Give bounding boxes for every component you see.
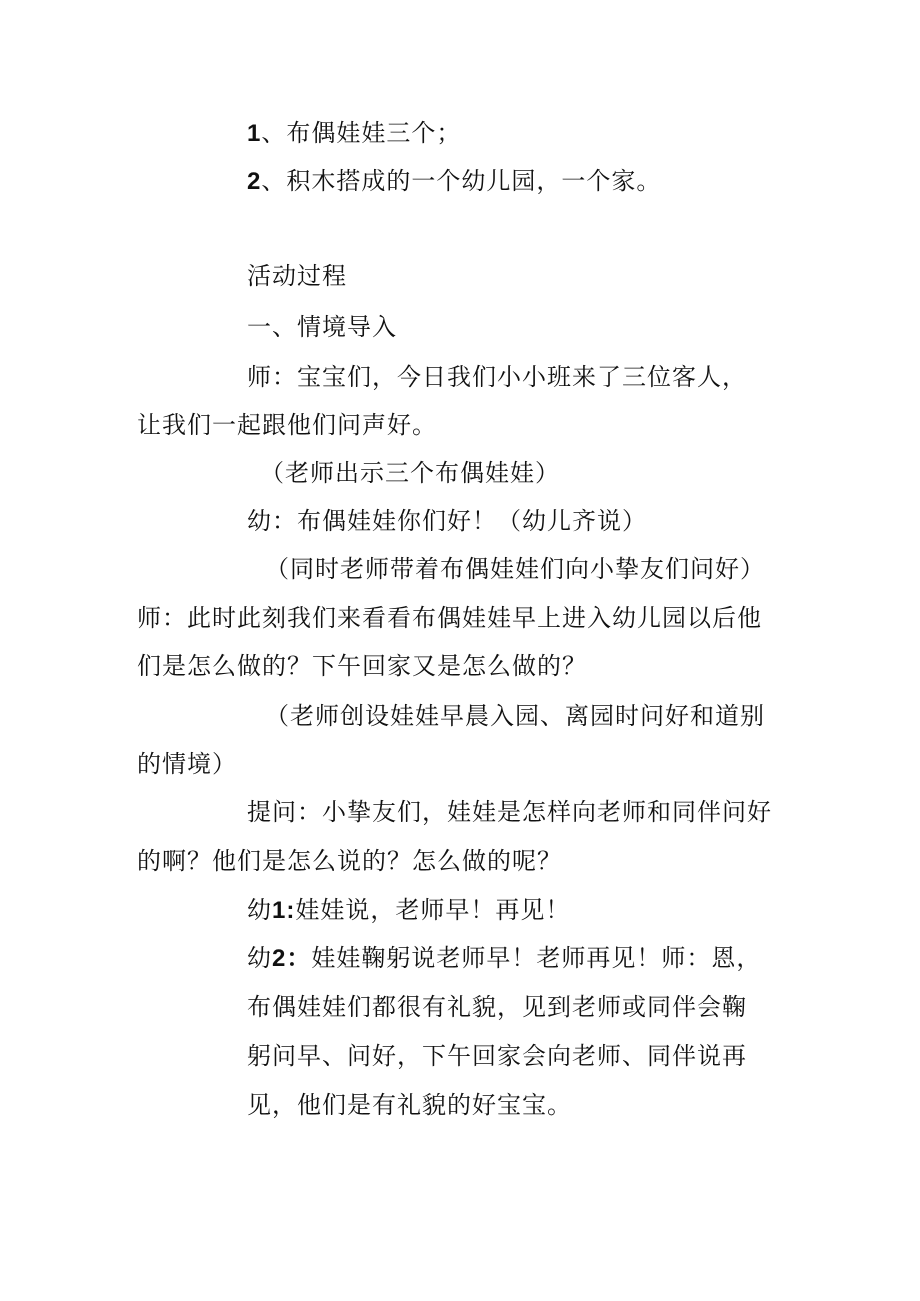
speaker-prefix: 幼: [247, 896, 272, 924]
paragraph-line: 的啊？他们是怎么说的？怎么做的呢？: [137, 847, 562, 875]
speaker-number: 1:: [272, 897, 296, 924]
speaker-text: 娃娃鞠躬说老师早！老师再见！师：恩，: [311, 944, 762, 972]
paragraph-line: 们是怎么做的？下午回家又是怎么做的？: [137, 652, 587, 680]
paragraph-line: 幼：布偶娃娃你们好！（幼儿齐说）: [247, 507, 647, 535]
paragraph-line: （老师创设娃娃早晨入园、离园时问好和道别: [265, 702, 765, 730]
speaker-prefix: 幼: [247, 944, 272, 972]
paragraph-line: 提问：小挚友们，娃娃是怎样向老师和同伴问好: [247, 798, 772, 826]
paragraph-line: 的情境）: [137, 750, 237, 778]
material-text: 、积木搭成的一个幼儿园，一个家。: [261, 167, 662, 195]
paragraph-line: 让我们一起跟他们问声好。: [137, 411, 437, 439]
material-text: 、布偶娃娃三个；: [261, 119, 462, 147]
paragraph-line: [247, 943, 761, 974]
paragraph-line: （老师出示三个布偶娃娃）: [260, 459, 560, 487]
paragraph-line: （同时老师带着布偶娃娃们向小挚友们问好）: [265, 555, 765, 583]
speaker-text: 娃娃说，老师早！再见！: [295, 896, 571, 924]
section-title: 活动过程: [247, 262, 347, 290]
material-item-2: [247, 166, 661, 197]
paragraph-line: 布偶娃娃们都很有礼貌，见到老师或同伴会鞠: [247, 993, 747, 1021]
paragraph-line: 师：此时此刻我们来看看布偶娃娃早上进入幼儿园以后他: [137, 604, 762, 632]
paragraph-line: 躬问早、问好，下午回家会向老师、同伴说再: [247, 1042, 747, 1070]
material-item-1: [247, 118, 461, 149]
paragraph-line: 见，他们是有礼貌的好宝宝。: [247, 1091, 572, 1119]
material-number: 1: [247, 120, 262, 147]
subsection-title: 一、情境导入: [247, 313, 397, 341]
paragraph-line: [247, 895, 570, 926]
material-number: 2: [247, 168, 262, 195]
paragraph-line: 师：宝宝们，今日我们小小班来了三位客人，: [247, 363, 747, 391]
speaker-number: 2：: [272, 945, 312, 972]
